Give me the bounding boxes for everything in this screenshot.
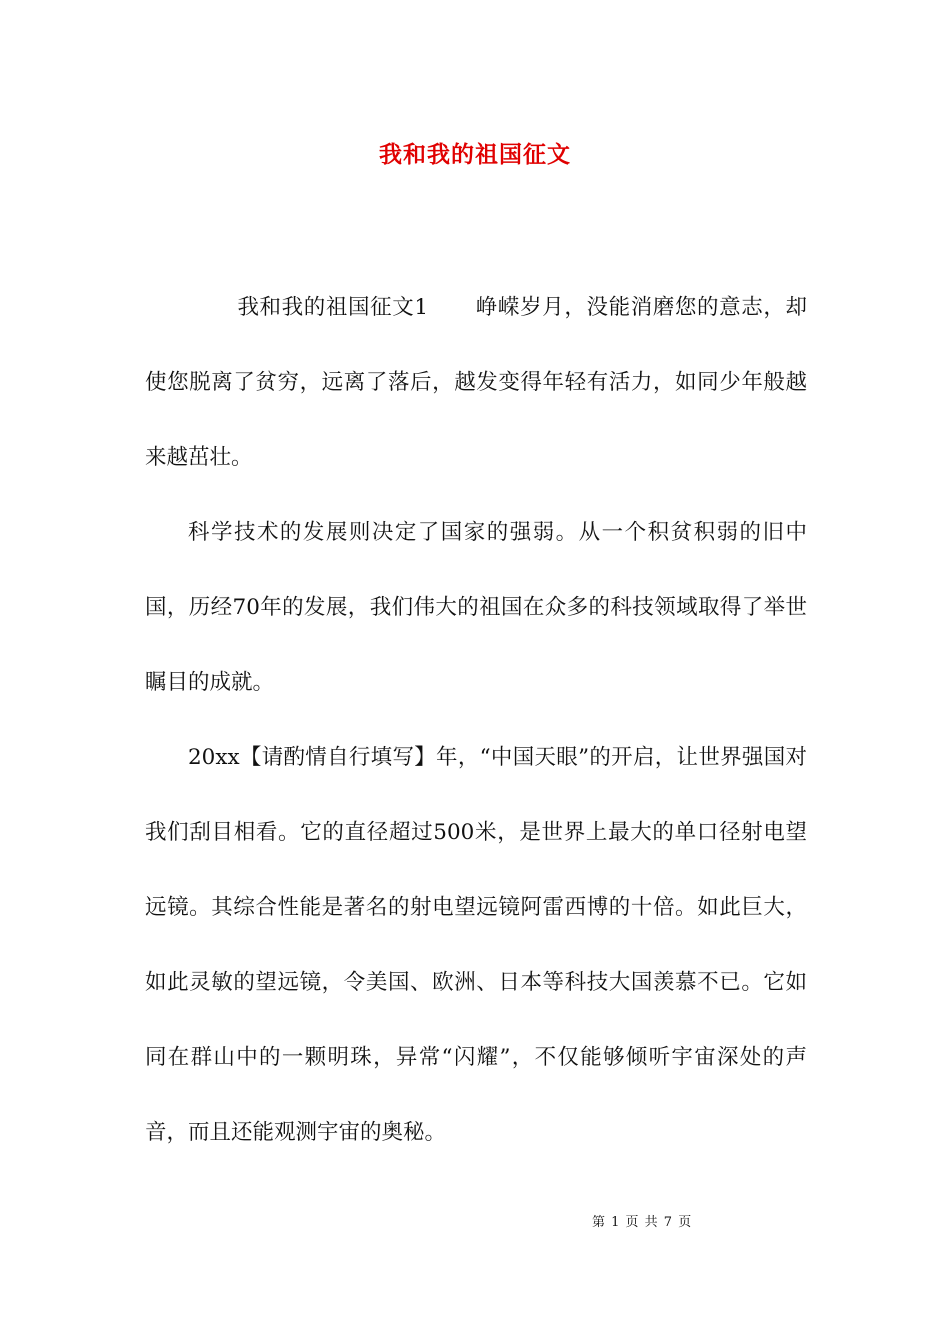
page-number-label: 第 1 页 共 7 页 [592,1215,693,1230]
paragraph-3: 20xx【请酌情自行填写】年，“中国天眼”的开启，让世界强国对我们刮目相看。它的直径超过500米，是世界上最大的单口径射电望远镜。其综合性能是著名的射电望远镜阿雷西博的十倍。如此巨大，如此灵敏的望远镜，令美国、欧洲、日本等科技大国羡慕不已。它如同在群山中的一颗明珠，异常“闪耀”，不仅能够倾听宇宙深处的声音，而且还能观测宇宙的奥秘。 [145,745,807,1145]
paragraph-1 [145,270,807,495]
paragraph-1-text: 峥嵘岁月，没能消磨您的意志，却使您脱离了贫穷，远离了落后，越发变得年轻有活力，如同少年般越来越茁壮。 [145,295,807,470]
document-body [145,270,807,1170]
essay-subheading: 我和我的祖国征文1 [237,295,429,320]
page-number-footer [592,1211,692,1230]
paragraph-2: 科学技术的发展则决定了国家的强弱。从一个积贫积弱的旧中国，历经70年的发展，我们伟大的祖国在众多的科技领域取得了举世瞩目的成就。 [145,520,807,695]
document-title: 我和我的祖国征文 [379,141,571,168]
